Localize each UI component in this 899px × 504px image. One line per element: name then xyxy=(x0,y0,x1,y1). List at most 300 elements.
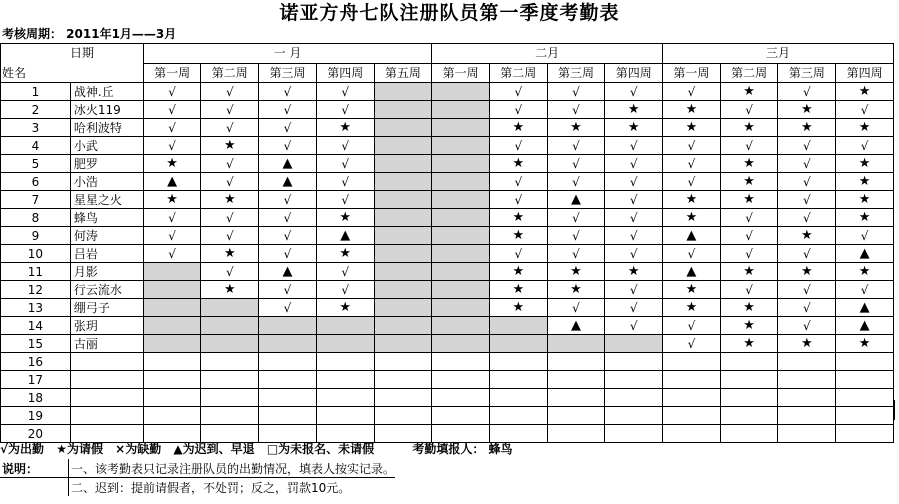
attendance-cell xyxy=(836,425,894,443)
not-registered-cell xyxy=(374,281,432,299)
attendance-cell xyxy=(489,425,547,443)
week-header: 第一周 xyxy=(663,63,721,83)
present-mark-icon: √ xyxy=(572,156,580,171)
present-mark-icon: √ xyxy=(341,84,350,99)
present-mark-icon: √ xyxy=(225,264,234,279)
attendance-cell xyxy=(489,137,547,155)
attendance-cell xyxy=(836,299,894,317)
present-mark-icon: √ xyxy=(283,192,292,207)
present-mark-icon: √ xyxy=(860,282,869,297)
attendance-cell xyxy=(201,227,259,245)
member-name: 行云流水 xyxy=(70,281,143,299)
member-row xyxy=(1,407,894,425)
attendance-cell xyxy=(489,173,547,191)
week-header: 第二周 xyxy=(720,63,778,83)
leave-mark-icon: ★ xyxy=(512,228,525,243)
week-header: 第一周 xyxy=(143,63,201,83)
attendance-cell xyxy=(720,191,778,209)
attendance-cell xyxy=(778,335,836,353)
late-mark-icon: ▲ xyxy=(282,264,293,279)
attendance-cell xyxy=(663,101,721,119)
attendance-cell xyxy=(547,245,605,263)
attendance-cell xyxy=(605,425,663,443)
member-name: 绷弓子 xyxy=(70,299,143,317)
row-number: 8 xyxy=(1,209,71,227)
attendance-cell xyxy=(836,407,894,425)
week-header: 第三周 xyxy=(778,63,836,83)
attendance-cell xyxy=(836,173,894,191)
attendance-cell xyxy=(663,191,721,209)
attendance-cell xyxy=(836,389,894,407)
attendance-cell xyxy=(547,227,605,245)
attendance-cell xyxy=(836,371,894,389)
attendance-cell xyxy=(720,353,778,371)
member-name: 吕岩 xyxy=(70,245,143,263)
date-header: 日期 xyxy=(70,46,95,60)
leave-mark-icon: ★ xyxy=(801,336,813,351)
member-row xyxy=(1,209,894,227)
attendance-cell xyxy=(489,389,547,407)
attendance-cell xyxy=(605,101,663,119)
late-mark-icon: ▲ xyxy=(686,228,697,243)
attendance-cell xyxy=(143,353,201,371)
leave-mark-icon: ★ xyxy=(858,210,871,225)
attendance-cell xyxy=(605,209,663,227)
header-corner xyxy=(1,44,144,83)
attendance-cell xyxy=(316,407,374,425)
attendance-cell xyxy=(663,407,721,425)
present-mark-icon: √ xyxy=(803,138,811,153)
leave-mark-icon: ★ xyxy=(339,210,352,225)
attendance-cell xyxy=(663,209,721,227)
member-row xyxy=(1,83,894,101)
attendance-cell xyxy=(547,317,605,335)
present-mark-icon: √ xyxy=(860,138,869,153)
attendance-cell xyxy=(836,317,894,335)
attendance-cell xyxy=(605,191,663,209)
attendance-cell xyxy=(143,155,201,173)
attendance-cell xyxy=(720,173,778,191)
leave-mark-icon: ★ xyxy=(339,300,352,315)
attendance-cell xyxy=(778,317,836,335)
leave-mark-icon: ★ xyxy=(166,156,178,171)
legend-late: ▲为迟到、早退 xyxy=(173,442,255,456)
attendance-cell xyxy=(201,83,259,101)
attendance-cell xyxy=(720,281,778,299)
not-registered-cell xyxy=(143,335,201,353)
late-mark-icon: ▲ xyxy=(686,264,697,279)
attendance-cell xyxy=(316,155,374,173)
attendance-cell xyxy=(720,83,778,101)
present-mark-icon: √ xyxy=(572,174,580,189)
present-mark-icon: √ xyxy=(687,336,696,351)
present-mark-icon: √ xyxy=(225,120,234,135)
attendance-cell xyxy=(489,263,547,281)
leave-mark-icon: ★ xyxy=(223,246,236,261)
attendance-cell xyxy=(316,281,374,299)
present-mark-icon: √ xyxy=(745,210,753,225)
notes-line-1: 一、该考勤表只记录注册队员的出勤情况，填表人按实记录。 xyxy=(69,459,396,478)
notes-label-empty xyxy=(0,478,69,497)
leave-mark-icon: ★ xyxy=(685,102,698,117)
row-number: 20 xyxy=(1,425,71,443)
member-row xyxy=(1,299,894,317)
attendance-cell xyxy=(836,227,894,245)
present-mark-icon: √ xyxy=(225,102,234,117)
attendance-cell xyxy=(259,299,317,317)
sheet-edge-marker xyxy=(894,400,899,420)
attendance-cell xyxy=(259,119,317,137)
member-name: 小武 xyxy=(70,137,143,155)
attendance-cell xyxy=(663,227,721,245)
leave-mark-icon: ★ xyxy=(685,282,698,297)
leave-mark-icon: ★ xyxy=(743,84,755,99)
present-mark-icon: √ xyxy=(860,228,869,243)
present-mark-icon: √ xyxy=(225,156,234,171)
attendance-cell xyxy=(778,155,836,173)
member-row xyxy=(1,191,894,209)
present-mark-icon: √ xyxy=(283,228,292,243)
attendance-cell xyxy=(547,407,605,425)
present-mark-icon: √ xyxy=(168,138,176,153)
attendance-cell xyxy=(836,335,894,353)
attendance-cell xyxy=(259,425,317,443)
present-mark-icon: √ xyxy=(629,174,638,189)
attendance-cell xyxy=(663,335,721,353)
attendance-cell xyxy=(663,281,721,299)
attendance-cell xyxy=(663,317,721,335)
attendance-cell xyxy=(316,263,374,281)
not-registered-cell xyxy=(374,191,432,209)
row-number: 19 xyxy=(1,407,71,425)
attendance-cell xyxy=(720,227,778,245)
week-header: 第五周 xyxy=(374,63,432,83)
attendance-cell xyxy=(316,227,374,245)
legend-reporter: 考勤填报人： 蜂鸟 xyxy=(412,442,513,456)
week-header: 第一周 xyxy=(432,63,490,83)
attendance-cell xyxy=(316,353,374,371)
row-number: 10 xyxy=(1,245,71,263)
attendance-cell xyxy=(316,83,374,101)
not-registered-cell xyxy=(432,119,490,137)
attendance-cell xyxy=(778,389,836,407)
present-mark-icon: √ xyxy=(687,84,696,99)
row-number: 16 xyxy=(1,353,71,371)
member-name: 星星之火 xyxy=(70,191,143,209)
not-registered-cell xyxy=(374,209,432,227)
attendance-cell xyxy=(605,119,663,137)
attendance-cell xyxy=(432,389,490,407)
leave-mark-icon: ★ xyxy=(512,282,525,297)
member-row xyxy=(1,281,894,299)
leave-mark-icon: ★ xyxy=(339,120,352,135)
attendance-cell xyxy=(143,245,201,263)
not-registered-cell xyxy=(432,299,490,317)
member-row xyxy=(1,389,894,407)
member-name: 月影 xyxy=(70,263,143,281)
present-mark-icon: √ xyxy=(572,138,580,153)
attendance-cell xyxy=(201,389,259,407)
row-number: 9 xyxy=(1,227,71,245)
not-registered-cell xyxy=(374,335,432,353)
attendance-cell xyxy=(547,389,605,407)
present-mark-icon: √ xyxy=(341,138,350,153)
attendance-cell xyxy=(778,263,836,281)
attendance-cell xyxy=(201,119,259,137)
not-registered-cell xyxy=(489,335,547,353)
present-mark-icon: √ xyxy=(341,192,350,207)
present-mark-icon: √ xyxy=(168,210,176,225)
attendance-cell xyxy=(605,281,663,299)
attendance-cell xyxy=(201,137,259,155)
attendance-cell xyxy=(316,245,374,263)
attendance-cell xyxy=(201,191,259,209)
attendance-cell xyxy=(547,263,605,281)
present-mark-icon: √ xyxy=(168,102,176,117)
attendance-cell xyxy=(201,263,259,281)
present-mark-icon: √ xyxy=(341,174,350,189)
present-mark-icon: √ xyxy=(629,156,638,171)
attendance-cell xyxy=(489,353,547,371)
member-row xyxy=(1,263,894,281)
attendance-cell xyxy=(259,353,317,371)
member-name xyxy=(70,371,143,389)
present-mark-icon: √ xyxy=(687,318,696,333)
member-name: 何涛 xyxy=(70,227,143,245)
attendance-cell xyxy=(547,155,605,173)
attendance-cell xyxy=(316,425,374,443)
leave-mark-icon: ★ xyxy=(743,192,755,207)
present-mark-icon: √ xyxy=(629,192,638,207)
attendance-cell xyxy=(259,407,317,425)
attendance-cell xyxy=(778,407,836,425)
not-registered-cell xyxy=(259,335,317,353)
member-row xyxy=(1,173,894,191)
attendance-cell xyxy=(605,263,663,281)
member-row xyxy=(1,353,894,371)
present-mark-icon: √ xyxy=(572,102,580,117)
not-registered-cell xyxy=(374,137,432,155)
leave-mark-icon: ★ xyxy=(858,156,871,171)
month-header-jan: 一 月 xyxy=(143,44,432,64)
leave-mark-icon: ★ xyxy=(166,192,178,207)
leave-mark-icon: ★ xyxy=(858,192,871,207)
attendance-cell xyxy=(489,371,547,389)
attendance-cell xyxy=(547,101,605,119)
attendance-cell xyxy=(836,137,894,155)
attendance-cell xyxy=(432,425,490,443)
member-row xyxy=(1,335,894,353)
row-number: 1 xyxy=(1,83,71,101)
present-mark-icon: √ xyxy=(803,84,811,99)
attendance-cell xyxy=(720,209,778,227)
present-mark-icon: √ xyxy=(629,228,638,243)
attendance-cell xyxy=(605,371,663,389)
present-mark-icon: √ xyxy=(803,210,811,225)
present-mark-icon: √ xyxy=(283,300,292,315)
member-row xyxy=(1,425,894,443)
attendance-cell xyxy=(201,101,259,119)
attendance-cell xyxy=(432,407,490,425)
attendance-cell xyxy=(836,191,894,209)
not-registered-cell xyxy=(374,155,432,173)
late-mark-icon: ▲ xyxy=(340,228,351,243)
not-registered-cell xyxy=(432,263,490,281)
attendance-cell xyxy=(836,245,894,263)
attendance-cell xyxy=(720,389,778,407)
not-registered-cell xyxy=(316,317,374,335)
not-registered-cell xyxy=(432,191,490,209)
attendance-cell xyxy=(720,155,778,173)
attendance-cell xyxy=(374,407,432,425)
present-mark-icon: √ xyxy=(629,246,638,261)
not-registered-cell xyxy=(432,227,490,245)
present-mark-icon: √ xyxy=(283,210,292,225)
present-mark-icon: √ xyxy=(168,246,176,261)
attendance-cell xyxy=(778,299,836,317)
leave-mark-icon: ★ xyxy=(743,264,755,279)
leave-mark-icon: ★ xyxy=(858,336,871,351)
attendance-cell xyxy=(259,101,317,119)
attendance-cell xyxy=(836,263,894,281)
member-row xyxy=(1,245,894,263)
week-header: 第四周 xyxy=(836,63,894,83)
present-mark-icon: √ xyxy=(514,246,523,261)
legend-unregistered: □为未报名、未请假 xyxy=(266,442,375,456)
present-mark-icon: √ xyxy=(168,228,176,243)
present-mark-icon: √ xyxy=(572,210,580,225)
not-registered-cell xyxy=(374,119,432,137)
attendance-cell xyxy=(374,425,432,443)
attendance-cell xyxy=(489,155,547,173)
row-number: 7 xyxy=(1,191,71,209)
attendance-cell xyxy=(201,407,259,425)
attendance-cell xyxy=(316,101,374,119)
attendance-cell xyxy=(778,245,836,263)
attendance-cell xyxy=(836,155,894,173)
leave-mark-icon: ★ xyxy=(858,84,871,99)
attendance-cell xyxy=(259,137,317,155)
row-number: 11 xyxy=(1,263,71,281)
row-number: 14 xyxy=(1,317,71,335)
attendance-cell xyxy=(663,263,721,281)
present-mark-icon: √ xyxy=(341,264,350,279)
notes-line-2: 二、迟到：提前请假者，不处罚；反之，罚款10元。 xyxy=(71,480,351,495)
not-registered-cell xyxy=(201,317,259,335)
leave-mark-icon: ★ xyxy=(223,192,236,207)
member-name: 哈利波特 xyxy=(70,119,143,137)
attendance-cell xyxy=(605,389,663,407)
not-registered-cell xyxy=(316,335,374,353)
leave-mark-icon: ★ xyxy=(223,282,236,297)
row-number: 15 xyxy=(1,335,71,353)
attendance-cell xyxy=(201,173,259,191)
attendance-cell xyxy=(778,371,836,389)
attendance-cell xyxy=(720,317,778,335)
attendance-cell xyxy=(836,353,894,371)
leave-mark-icon: ★ xyxy=(685,210,698,225)
not-registered-cell xyxy=(489,317,547,335)
present-mark-icon: √ xyxy=(803,282,811,297)
present-mark-icon: √ xyxy=(803,246,811,261)
attendance-cell xyxy=(259,83,317,101)
legend-leave: ★为请假 xyxy=(56,442,103,456)
attendance-cell xyxy=(489,281,547,299)
attendance-cell xyxy=(605,155,663,173)
attendance-cell xyxy=(778,119,836,137)
month-header-feb: 二月 xyxy=(432,44,663,64)
present-mark-icon: √ xyxy=(803,300,811,315)
attendance-cell xyxy=(489,407,547,425)
not-registered-cell xyxy=(201,299,259,317)
attendance-cell xyxy=(547,83,605,101)
attendance-cell xyxy=(143,101,201,119)
not-registered-cell xyxy=(201,335,259,353)
attendance-cell xyxy=(836,209,894,227)
attendance-cell xyxy=(432,353,490,371)
attendance-cell xyxy=(432,371,490,389)
attendance-cell xyxy=(605,227,663,245)
present-mark-icon: √ xyxy=(687,156,696,171)
attendance-cell xyxy=(778,137,836,155)
row-number: 2 xyxy=(1,101,71,119)
leave-mark-icon: ★ xyxy=(339,246,352,261)
not-registered-cell xyxy=(143,281,201,299)
leave-mark-icon: ★ xyxy=(743,318,755,333)
attendance-cell xyxy=(778,353,836,371)
sheet-title: 诺亚方舟七队注册队员第一季度考勤表 xyxy=(279,2,620,24)
attendance-cell xyxy=(201,371,259,389)
present-mark-icon: √ xyxy=(687,246,696,261)
attendance-cell xyxy=(489,209,547,227)
leave-mark-icon: ★ xyxy=(223,138,236,153)
leave-mark-icon: ★ xyxy=(627,102,640,117)
present-mark-icon: √ xyxy=(225,228,234,243)
present-mark-icon: √ xyxy=(225,84,234,99)
present-mark-icon: √ xyxy=(745,138,753,153)
attendance-cell xyxy=(663,371,721,389)
present-mark-icon: √ xyxy=(745,228,753,243)
attendance-cell xyxy=(489,299,547,317)
attendance-cell xyxy=(143,137,201,155)
week-header: 第四周 xyxy=(605,63,663,83)
member-row xyxy=(1,371,894,389)
member-row xyxy=(1,137,894,155)
not-registered-cell xyxy=(374,245,432,263)
attendance-cell xyxy=(489,191,547,209)
attendance-cell xyxy=(778,209,836,227)
present-mark-icon: √ xyxy=(860,102,869,117)
attendance-cell xyxy=(547,191,605,209)
leave-mark-icon: ★ xyxy=(512,156,525,171)
present-mark-icon: √ xyxy=(803,192,811,207)
not-registered-cell xyxy=(432,101,490,119)
attendance-cell xyxy=(836,119,894,137)
attendance-table xyxy=(0,43,894,443)
not-registered-cell xyxy=(143,263,201,281)
legend-present: √为出勤 xyxy=(0,442,45,456)
leave-mark-icon: ★ xyxy=(685,120,698,135)
week-header: 第三周 xyxy=(547,63,605,83)
present-mark-icon: √ xyxy=(745,282,753,297)
member-name xyxy=(70,425,143,443)
late-mark-icon: ▲ xyxy=(167,174,178,189)
not-registered-cell xyxy=(374,83,432,101)
attendance-cell xyxy=(547,425,605,443)
attendance-cell xyxy=(778,227,836,245)
leave-mark-icon: ★ xyxy=(743,120,755,135)
present-mark-icon: √ xyxy=(629,300,638,315)
